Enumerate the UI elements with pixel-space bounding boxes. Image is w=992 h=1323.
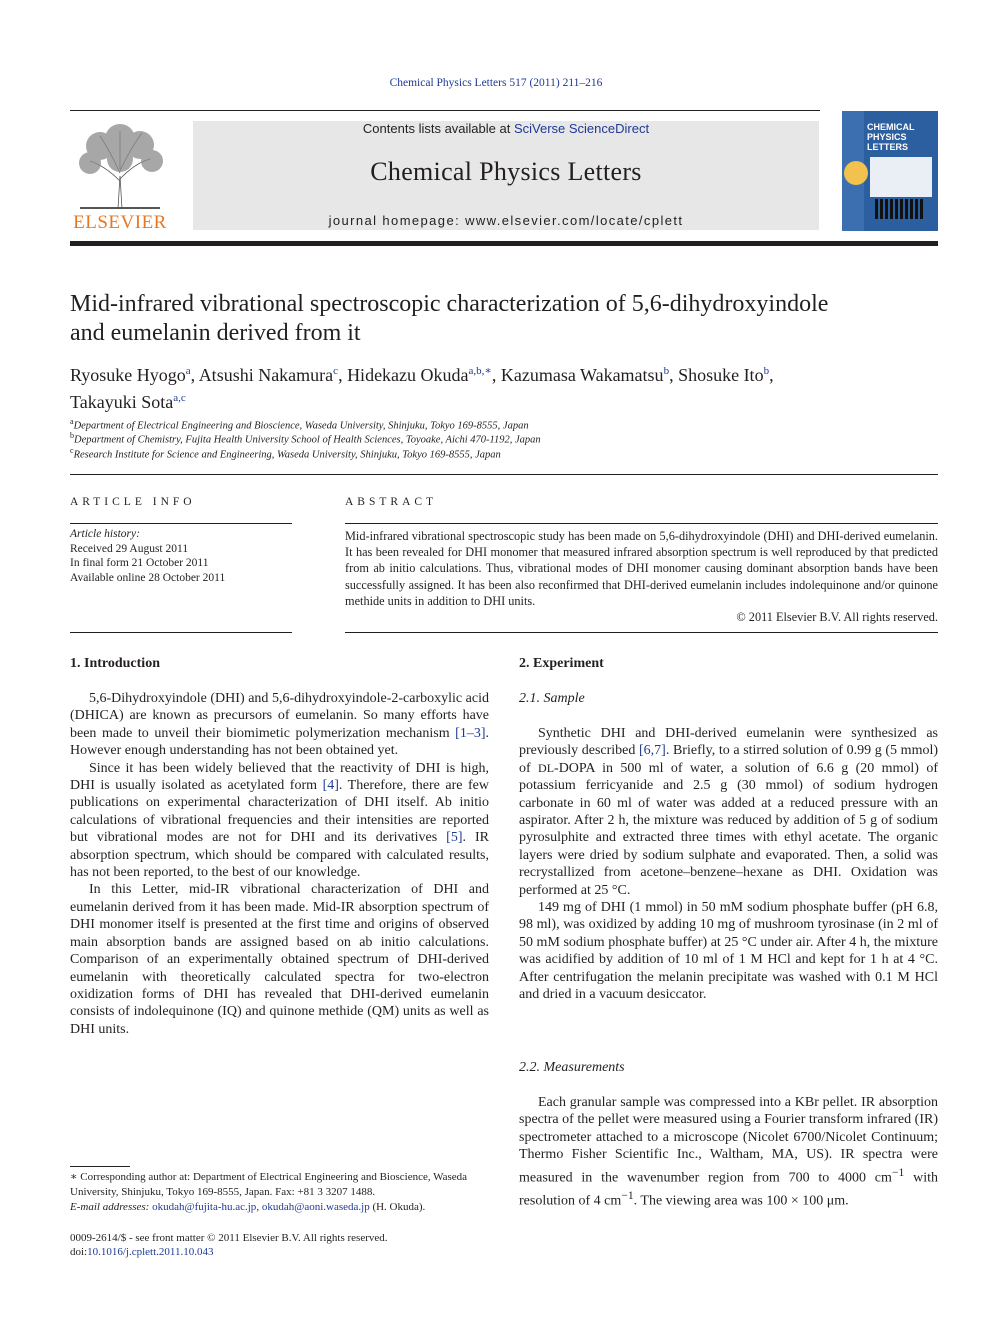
divider — [345, 523, 938, 524]
paper-title-line-1: Mid-infrared vibrational spectroscopic characterization of 5,6-dihydroxyindole — [70, 291, 829, 317]
author: Kazumasa Wakamatsu — [500, 365, 664, 385]
author: Hidekazu Okuda — [347, 365, 469, 385]
affiliation-b — [70, 431, 541, 446]
author-affiliation-mark[interactable]: a,c — [173, 392, 186, 404]
text-run: DL — [538, 760, 555, 775]
paragraph: 149 mg of DHI (1 mmol) in 50 mM sodium phosphate buffer (pH 6.8, 98 ml), was oxidized by adding 10 mg of mushroom tyrosinase (in 2 ml of 50 mM sodium phosphate buffer) at 25 °C under air. After 4 h, the mixture was acidified by addition of 10 ml of 1 M HCl and kept for 1 h at 4 °C. After centrifugation the melanin precipitate was washed with 0.1 M HCl and dried in a vacuum desiccator. — [519, 900, 938, 1003]
affiliation-text: Research Institute for Science and Engineering, Waseda University, Shinjuku, Tokyo 169-8555, Japan — [73, 449, 501, 461]
header-rule-top — [70, 110, 820, 111]
contents-prefix: Contents lists available at — [362, 121, 514, 136]
reference-link[interactable]: [1–3] — [455, 725, 486, 741]
abstract-text: Mid-infrared vibrational spectroscopic study has been made on 5,6-dihydroxyindole (DHI) and DHI-derived eumelanin. It has been revealed for DHI monomer that measured infrared absorption spectrum is well reproduced by that predicted from ab initio calculations. Thus, vibrational modes of DHI monomer causing dominant absorption bands have been successfully assigned. It has been also reconfirmed that DHI-derived eumelanin includes indolequinone and/or quinone methide units in addition to DHI units. — [345, 529, 938, 608]
text-run: . IR absorption spectrum, which should be compared with calculated results, has not been reported, to the best of our knowledge. — [70, 830, 490, 881]
text-run: Each granular sample was compressed into a KBr pellet. IR absorption spectra of the pellet were measured using a Fourier transform infrared (IR) spectrometer attached to a microscope (Nicolet 6700/Nicolet Continuum; Thermo Fisher Scientific Inc., Waltham, MA, US). IR spectra were measured in the wavenumber region from 700 to 4000 cm — [519, 1095, 938, 1186]
author-list — [70, 360, 950, 414]
cover-title-line: CHEMICAL — [867, 122, 915, 132]
journal-homepage[interactable]: journal homepage: www.elsevier.com/locate/cplett — [328, 213, 684, 228]
text-run: . The viewing area was 100 × 100 μm. — [633, 1193, 849, 1209]
abstract-heading: ABSTRACT — [345, 496, 438, 508]
contents-line — [193, 121, 819, 136]
text-run: . However enough understanding has not been obtained yet. — [70, 725, 489, 759]
email-footnote — [70, 1200, 489, 1215]
text-run: . Briefly, to a stirred solution of 0.99 g (5 mmol) of — [519, 743, 939, 776]
measurements-body — [519, 1094, 938, 1210]
author-affiliation-mark[interactable]: b — [763, 365, 770, 377]
author-affiliation-mark[interactable]: b — [663, 365, 670, 377]
footnote-rule — [70, 1166, 130, 1167]
cover-title-line: LETTERS — [867, 142, 909, 152]
author-separator: , — [769, 365, 774, 385]
sample-body — [519, 725, 938, 1004]
superscript: −1 — [891, 1165, 905, 1179]
author-affiliation-mark[interactable]: c — [333, 365, 339, 377]
reference-link[interactable]: [5] — [446, 830, 463, 846]
text-run: -DOPA in 500 ml of water, a solution of 6.6 g (20 mmol) of potassium ferricyanide and 2.5 g (30 mmol) of sodium hydrogen carbonate in 60 ml of water was added at a reduced pressure with an aspirator. After 2 h, the mixture was reduced by addition of 5 g of sodium pyrosulphite and extracted three times with ethyl acetate. The organic layers were dried by sodium sulphate and evaporated. Then, a solid was recrystallized from acetone–benzene–hexane as DHI. Oxidation was performed at 25 °C. — [519, 760, 938, 898]
text-run: 5,6-Dihydroxyindole (DHI) and 5,6-dihydroxyindole-2-carboxylic acid (DHICA) are known as precursors of eumelanin. So many efforts have been made to unveil their biomimetic polymerization mechanism — [70, 691, 489, 741]
author: Shosuke Ito — [678, 365, 764, 385]
reference-link[interactable]: [4] — [322, 778, 339, 794]
text-run: (H. Okuda). — [369, 1201, 426, 1213]
doi-link[interactable]: 10.1016/j.cplett.2011.10.043 — [87, 1246, 214, 1258]
cover-title — [867, 122, 915, 152]
history-revised: In final form 21 October 2011 — [70, 557, 209, 569]
paragraph — [519, 725, 938, 899]
author-affiliation-mark[interactable]: a — [185, 365, 191, 377]
paragraph — [70, 760, 489, 882]
doi-label: doi: — [70, 1246, 88, 1258]
journal-citation[interactable]: Chemical Physics Letters 517 (2011) 211–216 — [389, 77, 603, 89]
cover-title-line: PHYSICS — [867, 132, 907, 142]
author: Takayuki Sota — [70, 392, 174, 412]
affiliation-text: Department of Chemistry, Fujita Health University School of Health Sciences, Toyoake, Aichi 470-1192, Japan — [74, 434, 541, 446]
article-history — [70, 527, 292, 585]
divider — [345, 632, 938, 633]
history-label: Article history: — [70, 528, 140, 540]
text-run: , — [256, 1201, 262, 1213]
affiliation-mark: a — [70, 417, 74, 426]
email-link[interactable]: okudah@fujita-hu.ac.jp — [152, 1201, 257, 1213]
footnote-text: Corresponding author at: Department of Electrical Engineering and Bioscience, Waseda University, Shinjuku, Tokyo 169-8555, Japan. Fax: +81 3 3207 1488. — [70, 1171, 468, 1198]
history-received: Received 29 August 2011 — [70, 542, 189, 555]
text-run: Synthetic DHI and DHI-derived eumelanin were synthesized as previously described — [519, 726, 938, 759]
email-label: E-mail addresses: — [70, 1201, 153, 1213]
divider — [70, 523, 292, 524]
divider — [70, 632, 292, 633]
author-separator: , — [190, 365, 199, 385]
affiliation-a — [70, 417, 529, 432]
affiliation-mark: c — [70, 446, 74, 455]
paper-title — [70, 290, 950, 348]
author: Atsushi Nakamura — [198, 365, 334, 385]
doi-line — [70, 1245, 489, 1260]
text-run: with resolution of 4 cm — [519, 1170, 938, 1209]
author: Ryosuke Hyogo — [70, 365, 186, 385]
corresponding-author-footnote — [70, 1170, 489, 1200]
paragraph: In this Letter, mid-IR vibrational characterization of DHI and eumelanin derived from it has been made. Mid-IR absorption spectrum of DHI monomer itself is presented at the first time and origins of observed main absorption bands are assigned based on ab initio calculations. Comparison of an experimentally obtained spectrum of DHI-derived eumelanin with theoretically calculated spectra for two-electron oxidization forms of DHI has revealed that DHI-derived eumelanin consists of indolequinone (IQ) and quinone methide (QM) units as well as DHI units. — [70, 882, 489, 1037]
abstract-body — [345, 528, 938, 625]
reference-link[interactable]: [6,7] — [639, 743, 666, 759]
header-rule-bottom — [70, 241, 938, 246]
superscript: −1 — [621, 1188, 634, 1202]
sciencedirect-link[interactable]: SciVerse ScienceDirect — [513, 121, 650, 136]
introduction-body — [70, 690, 489, 1038]
paragraph — [519, 1094, 938, 1210]
subsection-heading-sample: 2.1. Sample — [519, 691, 585, 706]
author-separator: , — [669, 365, 679, 385]
subsection-heading-measurements: 2.2. Measurements — [519, 1060, 625, 1075]
author-affiliation-mark[interactable]: a,b,∗ — [468, 365, 492, 377]
email-link[interactable]: okudah@aoni.waseda.jp — [261, 1201, 370, 1213]
author-separator: , — [491, 365, 501, 385]
affiliation-c — [70, 446, 501, 461]
journal-title: Chemical Physics Letters — [370, 157, 642, 186]
footnote-mark: ∗ — [70, 1171, 78, 1183]
text-run: Since it has been widely believed that the reactivity of DHI is high, DHI is usually isolated as acetylated form — [70, 760, 489, 794]
text-run: . Therefore, there are few publications on experimental characterization of DHI itself. Ab initio calculations of vibrational frequencies and their intensities are reported but vibrational modes are not for DHI and its derivatives — [70, 778, 490, 846]
affiliation-text: Department of Electrical Engineering and Bioscience, Waseda University, Shinjuku, Tokyo 169-8555, Japan — [73, 420, 529, 432]
abstract-copyright: © 2011 Elsevier B.V. All rights reserved. — [736, 610, 938, 625]
divider — [70, 474, 938, 475]
paragraph — [70, 690, 489, 760]
affiliation-mark: b — [70, 431, 74, 440]
elsevier-wordmark: ELSEVIER — [73, 212, 167, 233]
paper-title-line-2: and eumelanin derived from it — [70, 320, 361, 346]
issn-line: 0009-2614/$ - see front matter © 2011 Elsevier B.V. All rights reserved. — [70, 1232, 388, 1244]
history-online: Available online 28 October 2011 — [70, 571, 226, 584]
author-separator: , — [338, 365, 348, 385]
article-info-heading: ARTICLE INFO — [70, 496, 196, 508]
section-heading-introduction: 1. Introduction — [70, 656, 160, 671]
section-heading-experiment: 2. Experiment — [519, 656, 604, 671]
